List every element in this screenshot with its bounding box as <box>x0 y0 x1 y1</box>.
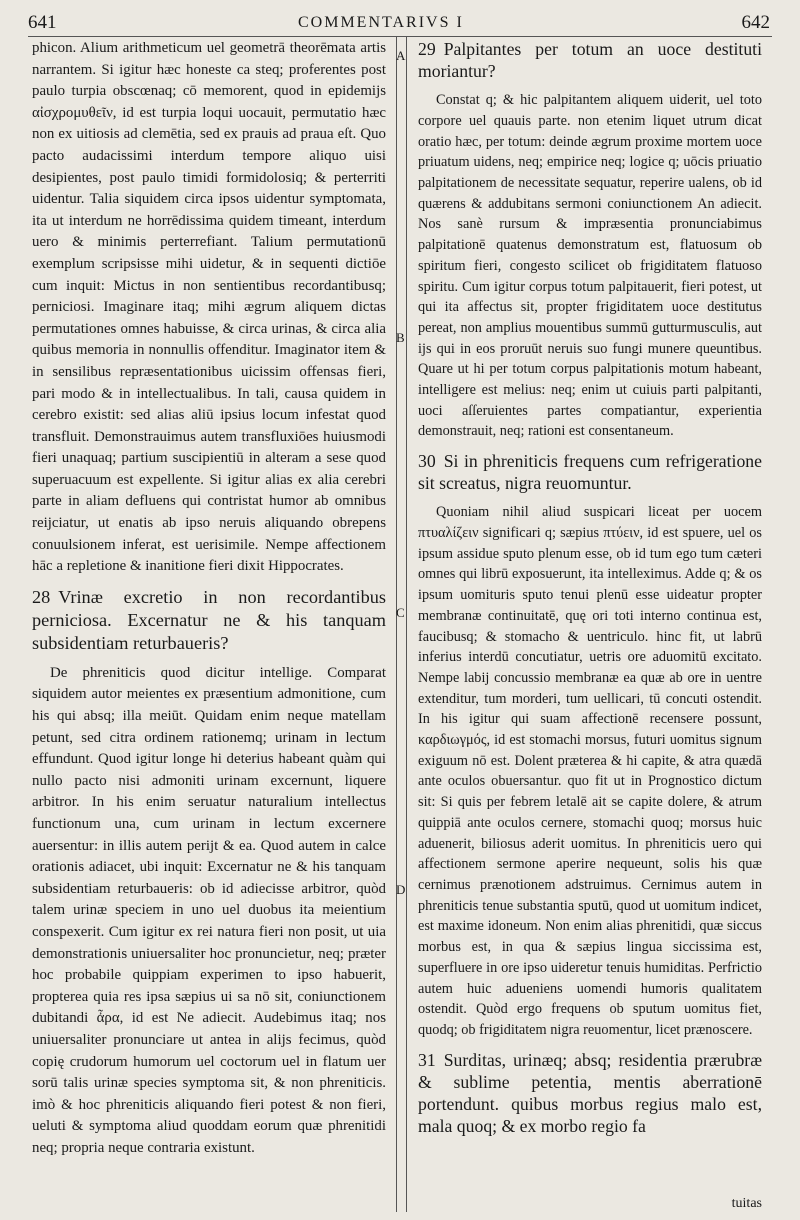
section-title-31: Surditas, urinæq; absq; residentia prærubræ & sublime petentia, mentis aberrationē portendunt. quibus morbus regius malo est, mala quoq; & ex morbo regio fa <box>418 1049 762 1136</box>
page-header <box>0 6 800 36</box>
section-heading-29 <box>418 38 762 82</box>
section-number-29: 29 <box>418 39 436 59</box>
page-number-right: 642 <box>741 12 770 33</box>
section-heading-30 <box>418 450 762 494</box>
section-number-31: 31 <box>418 1049 436 1070</box>
paragraph-30: Quoniam nihil aliud suspicari liceat per uocem πτυαλίζειν significari q; sæpius πτύειν, id est spuere, uel os ipsum assidue sputo plenum esse, ob id tum ego tum cæteri omnes qui librū exposuerunt, ita intelleximus. Adde q; & os ipsum uomituris sputo tenui plenū esse uideatur propter membranæ continuitatē, quę ori toti interno continua est, faucibusq; & stomacho & uentriculo. hinc fit, ut labrū inferius interdū concutiatur, uetris ore aduomitū excitato. Nempe labij concussio membranæ ea quæ ab ore in uentre extenditur, tum morderi, tum uellicari, tū concuti ostendit. In his igitur qui suam affectionē recensere possunt, καρδιωγμός, id est stomachi morsus, futuri uomitus signum exiguum nō est. Dolent præterea & hi capite, & atra quædā ante oculos obuersantur. quo fit ut in Prognostico dictum sit: Si quis per febrem letalē ait se capite dolere, & atrum quippiā ante oculos cernere, stomachi quoq; morsus huic aduenerit, biliosus aderit uomitus. In phreniticis uero qui affectionem sermone aperire nequeunt, solis his quæ cernimus prænotionem adstruimus. Cernimus autem in phreniticis tenue substantia sputū, quod ut uomitum indicet, est maxime idoneum. Non enim alias phrenitidi, quæ siccus morbus est, in qua & sæpius lingua siccissima est, superfluere in ore ipso uideretur tenuis humiditas. Perfrictio autem huic adueniens uomendi humoris qualitatem ostendit. Quòd ergo frequens ob sputum uomitus fiet, quodq; ob frigiditatem nigra reuomentur, licet prænoscere. <box>418 504 762 1038</box>
margin-letter-d: D <box>396 882 406 897</box>
column-rule-left <box>396 36 397 1212</box>
left-column <box>32 38 386 1160</box>
margin-letter-c: C <box>396 605 405 620</box>
section-number-30: 30 <box>418 451 436 472</box>
paragraph-29: Constat q; & hic palpitantem aliquem uiderit, uel toto corpore uel quauis parte. non etenim liquet utrum dicat oratio hæc, per totum: deinde ægrum proxime mortem uoce priuatum uidens, neq; empirice neq; logice q; uōcis priuatio palpitationem de necessitate sequatur, reperire ualens, ob id quærens & addubitans sermoni coniunctionem An adiecit. Nos sanè rursum & impræsentia pronunciabimus palpitationē quatenus demonstratum est, flatuosum ob spiritum fieri, congesto scilicet ob frigiditatem flatuoso spiritu. Cum igitur corpus totum palpitauerit, fieri potest, ut qui ita affectus sit, propter frigiditatem uoce destitutus pereat, non amplius mouentibus summū gutturmusculis, aut ijs qui in eos proruūt neruis suo fungi munere queuntibus. Quare ut hi per totum corpus palpitationis motum habeant, intelligere est melius: neq; enim ut cuiuis parti palpitanti, uoci aſſeruientes partes compatiantur, experientia demonstrauit, neq; rationi est consentaneum. <box>418 92 762 440</box>
margin-letter-b: B <box>396 330 405 345</box>
section-heading-31 <box>418 1049 762 1137</box>
section-heading-28 <box>32 586 386 655</box>
column-rule-right <box>406 36 407 1212</box>
running-title: COMMENTARIVS I <box>298 14 464 31</box>
page-number-left: 641 <box>28 12 57 33</box>
section-title-29: Palpitantes per totum an uoce destituti moriantur? <box>418 39 762 82</box>
header-rule <box>28 36 772 37</box>
section-number-28: 28 <box>32 586 51 607</box>
section-title-28: Vrinæ excretio in non recordantibus perniciosa. Excernatur ne & his tanquam subsidentiam returbaueris? <box>32 586 386 653</box>
section-title-30: Si in phreniticis frequens cum refrigeratione sit screatus, nigra reuomuntur. <box>418 451 762 494</box>
catchword: tuitas <box>731 1196 762 1211</box>
paragraph-28: De phreniticis quod dicitur intellige. Comparat siquidem autor meientes ex præsentium admonitione, cum his qui absq; illa meiūt. Quidam enim neque matellam petunt, sed citra ordinem rationemq; urinam in lectum effundunt. Quod igitur longe hi deterius habeant quàm qui nullo pacto nisi admoniti urinam excernunt, liquere arbitror. In his enim seruatur naturalium intellectus functionum una, cum urinam in lectum excernere auersentur: in illis autem perijt & ea. Quod autem in calce orationis adiacet, ubi inquit: Excernatur ne & his tanquam subsidentiam returbaueris: ob id adiecisse arbitror, quòd talem urinæ speciem in uno uel duobus ita meientium conspexerit. Cum igitur ex rei natura fieri non posit, ut uia demonstrationis uniuersaliter hoc pronuncietur, neq; præter hoc probabile quippiam experimen to ipso habuerit, propterea quia res ipsa sæpius ui sa nō sit, coniunctionem dubitandi ἆρα, id est Ne adiecit. Audebimus itaq; nos uniuersaliter pronunciare ut antea in alijs fecimus, quòd copię crudorum humorum uel coctorum uel in flatum uer sorū talis urinæ species symptoma sit, & non phreniticis. imò & hoc phreniticis aliquando fieri potest & non fieri, ueluti & symptoma aliud quoddam eorum quæ phrenitidi neq; propria neque contraria existunt. <box>32 664 386 1156</box>
right-column <box>418 38 762 1145</box>
margin-letter-a: A <box>396 48 406 63</box>
left-intro-paragraph: phicon. Alium arithmeticum uel geometrā theorēmata artis narrantem. Si igitur hæc honeste ca steq; proferentes post paulo turpia obscœnaq; cō memorent, quod in epidemijs αἰσχρομυθεῖν, id est turpia loqui uocauit, permutatio hæc non ex uitiosis ad clemētia, sed ex prauis ad praua eſt. Quo pacto audacissimi interdum tempore aliquo uisi desipientes, post paulo timidi formidolosiq; & perterriti uidentur. Talia siquidem circa ipsos uidentur symptomata, ita ut interdum ne horrēdissima quidem timeant, interdum uero & minimis perterrefiant. Talium permutationū exemplum scripsisse mihi uidetur, & in sequenti dictiōe cum inquit: Mictus in non sentientibus recordantibusq; perniciosi. Imaginare itaq; mihi ægrum aliquem dictas permutationes omnes habuisse, & circa urinas, & circa alia quibus memoria in nonnullis offenditur. Imaginator item & in sensilibus repræsentationibus uicissim offensas fieri, pari modo & in intellectualibus. In tali, causa quidem in cerebro existit: sed alias aliū ipsius locum infestat quod transfluit. Demonstrauimus autem transfluxiōes huiusmodi fieri unaquaq; partium suscipientiū in alteram a sese quod superuacuum est expellente. Si igitur alias ex alia cerebri parte in aliam defluens qui contristat humor ab omnibus reijciatur, ut enatis ab ipso neruis aliquando obrepens conuulsionem inferat, est uerisimile. Nempe affectionem hāc a repletione & inanitione fieri dixit Hippocrates. <box>32 40 386 575</box>
